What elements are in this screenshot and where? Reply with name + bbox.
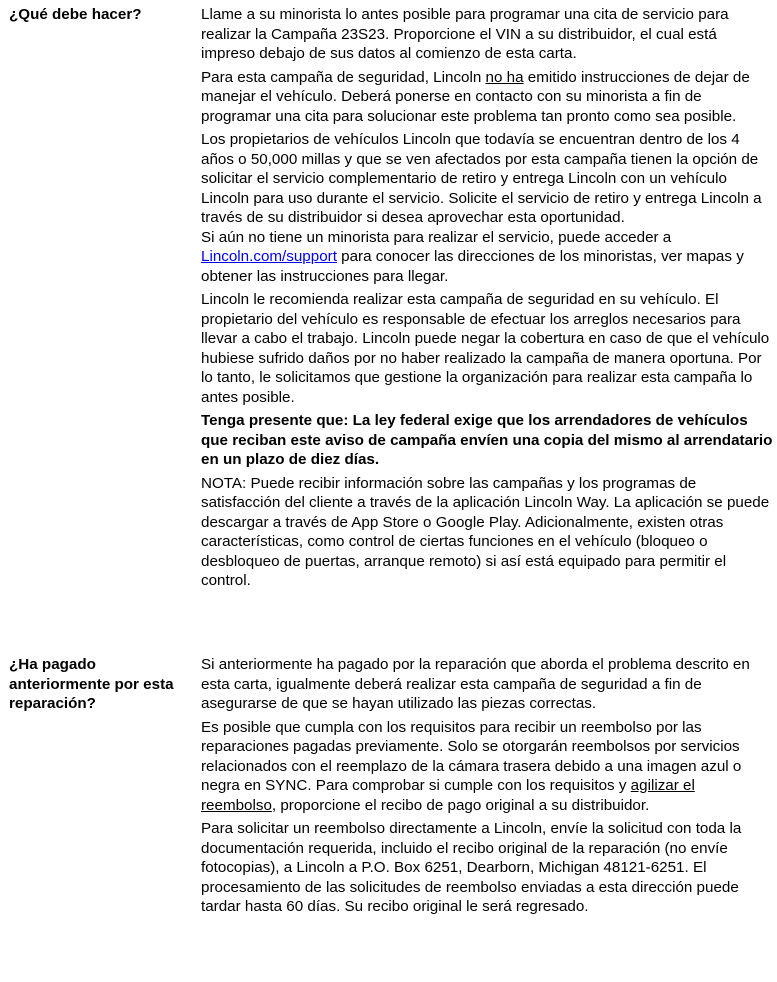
paragraph-direct-reimbursement: Para solicitar un reembolso directamente a Lincoln, envíe la solicitud con toda la documentación requerida, incluido el recibo original de la reparación (no envíe fotocopias), a Lincoln a P.O. Box 6251, Dearborn, Michigan 48121-6251. El procesamiento de las solicitudes de reembolso enviadas a esta dirección puede tardar hasta 60 días. Su recibo original le será regresado. xyxy=(201,820,742,915)
paragraph-prior-repair: Si anteriormente ha pagado por la reparación que aborda el problema descrito en esta carta, igualmente deberá realizar esta campaña de seguridad a fin de asegurarse de que se hayan utilizado las piezas correctas. xyxy=(201,656,750,712)
underlined-no-ha: no ha xyxy=(485,68,524,86)
section-body-what-to-do xyxy=(201,5,773,595)
text-span: Es posible que cumpla con los requisitos para recibir un reembolso por las reparaciones pagadas previamente. Solo se otorgarán reembolsos por servicios relacionados con el reemplazo de la cámara trasera debido a una imagen azul o negra en SYNC. Para comprobar si cumple con los requisitos y xyxy=(201,718,742,794)
paragraph-note-app: NOTA: Puede recibir información sobre las campañas y los programas de satisfacción del cliente a través de la aplicación Lincoln Way. La aplicación se puede descargar a través de App Store o Google Play. Adicionalmente, existen otras características, como control de ciertas funciones en el vehículo (bloqueo o desbloqueo de puertas, arranque remoto) si así está equipado para permitir el control. xyxy=(201,474,770,589)
paragraph-lessor-notice: Tenga presente que: La ley federal exige que los arrendadores de vehículos que reciban este aviso de campaña envíen una copia del mismo al arrendatario en un plazo de diez días. xyxy=(201,412,773,468)
section-heading-what-to-do: ¿Qué debe hacer? xyxy=(9,6,142,23)
paragraph-driving-instructions xyxy=(201,68,773,127)
underlined-agilizar: agilizar el reembolso xyxy=(201,777,695,814)
text-span: Para esta campaña de seguridad, Lincoln xyxy=(201,68,486,86)
paragraph-find-dealer xyxy=(201,228,773,287)
text-span: , proporcione el recibo de pago original a su distribuidor. xyxy=(271,796,650,814)
text-span: Si aún no tiene un minorista para realizar el servicio, puede acceder a xyxy=(201,228,672,246)
paragraph-recommendation: Lincoln le recomienda realizar esta campaña de seguridad en su vehículo. El propietario del vehículo es responsable de efectuar los arreglos necesarios para llevar a cabo el trabajo. Lincoln puede negar la cobertura en caso de que el vehículo hubiese sufrido daños por no haber realizado la campaña de manera oportuna. Por lo tanto, le solicitamos que gestione la organización para realizar esta campaña lo antes posible. xyxy=(201,291,770,406)
paragraph-pickup-delivery: Los propietarios de vehículos Lincoln que todavía se encuentran dentro de los 4 años o 50,000 millas y que se ven afectados por esta campaña tienen la opción de solicitar el servicio complementario de retiro y entrega Lincoln con un vehículo Lincoln para uso durante el servicio. Solicite el servicio de retiro y entrega Lincoln a través de su distribuidor si desea aprovechar esta oportunidad. xyxy=(201,131,762,226)
text-span: para conocer las direcciones de los minoristas, ver mapas y obtener las instrucciones para llegar. xyxy=(201,248,744,285)
paragraph-reimbursement-eligibility xyxy=(201,718,773,816)
section-body-prior-payment xyxy=(201,655,773,921)
paragraph-schedule-service: Llame a su minorista lo antes posible para programar una cita de servicio para realizar la Campaña 23S23. Proporcione el VIN a su distribuidor, el cual está impreso debajo de sus datos al comienzo de esta carta. xyxy=(201,6,729,62)
text-span: emitido instrucciones de dejar de manejar el vehículo. Deberá ponerse en contacto con su minorista a fin de programar una cita para solucionar este problema tan pronto como sea posible. xyxy=(201,68,750,125)
section-heading-prior-payment: ¿Ha pagado anteriormente por esta reparación? xyxy=(9,656,174,712)
lincoln-support-link[interactable]: Lincoln.com/support xyxy=(201,248,337,265)
